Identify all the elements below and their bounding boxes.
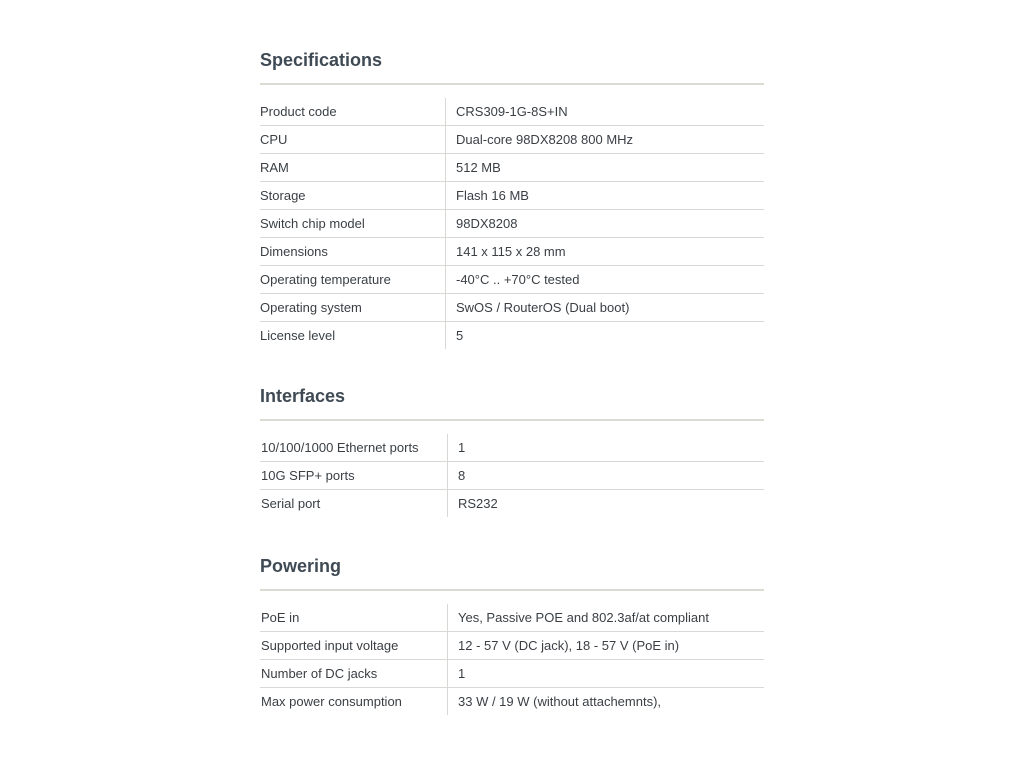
spec-value: Flash 16 MB: [446, 182, 765, 210]
spec-key: Switch chip model: [260, 210, 446, 238]
table-row: [260, 490, 764, 518]
spec-value: 141 x 115 x 28 mm: [446, 238, 765, 266]
table-row: [260, 660, 764, 688]
table-row: [260, 604, 764, 632]
interfaces-heading: Interfaces: [260, 386, 346, 406]
spec-key: Storage: [260, 182, 446, 210]
table-row: [260, 434, 764, 462]
spec-value: 98DX8208: [446, 210, 765, 238]
table-row: [260, 154, 764, 182]
spec-value: 5: [456, 328, 464, 343]
interfaces-divider: [260, 419, 764, 421]
spec-key: License level: [260, 322, 446, 350]
table-row: [260, 266, 764, 294]
table-row: [260, 294, 764, 322]
table-row: [260, 462, 764, 490]
specifications-heading: Specifications: [260, 50, 383, 70]
table-row: [260, 322, 764, 350]
spec-value: RS232: [458, 496, 498, 511]
specifications-table: [260, 98, 764, 349]
table-row: [260, 210, 764, 238]
spec-key: PoE in: [260, 604, 448, 632]
interfaces-section: [260, 384, 764, 517]
spec-key: Operating temperature: [260, 266, 446, 294]
powering-divider: [260, 589, 764, 591]
powering-heading: Powering: [260, 556, 342, 576]
spec-value: 1: [448, 434, 765, 462]
table-row: [260, 98, 764, 126]
spec-key: Product code: [260, 98, 446, 126]
spec-value: -40°C .. +70°C tested: [446, 266, 765, 294]
spec-key: Number of DC jacks: [260, 660, 448, 688]
spec-value: SwOS / RouterOS (Dual boot): [446, 294, 765, 322]
table-row: [260, 182, 764, 210]
spec-value: 512 MB: [446, 154, 765, 182]
spec-key: 10/100/1000 Ethernet ports: [260, 434, 448, 462]
spec-key: Supported input voltage: [260, 632, 448, 660]
interfaces-table: [260, 434, 764, 517]
table-row: [260, 632, 764, 660]
table-row: [260, 688, 764, 716]
spec-value: Yes, Passive POE and 802.3af/at compliant: [448, 604, 765, 632]
powering-table: [260, 604, 764, 715]
table-row: [260, 126, 764, 154]
specifications-divider: [260, 83, 764, 85]
spec-value: 33 W / 19 W (without attachemnts),: [458, 694, 662, 709]
table-row: [260, 238, 764, 266]
spec-key: Dimensions: [260, 238, 446, 266]
spec-value: 8: [448, 462, 765, 490]
spec-key: Serial port: [260, 490, 448, 518]
spec-key: RAM: [260, 154, 446, 182]
spec-key: CPU: [260, 126, 446, 154]
specifications-section: [260, 48, 764, 349]
spec-key: Max power consumption: [260, 688, 448, 716]
spec-key: Operating system: [260, 294, 446, 322]
spec-key: 10G SFP+ ports: [260, 462, 448, 490]
spec-value: CRS309-1G-8S+IN: [446, 98, 765, 126]
spec-value: Dual-core 98DX8208 800 MHz: [446, 126, 765, 154]
spec-value: 12 - 57 V (DC jack), 18 - 57 V (PoE in): [448, 632, 765, 660]
spec-value: 1: [448, 660, 765, 688]
powering-section: [260, 554, 764, 715]
